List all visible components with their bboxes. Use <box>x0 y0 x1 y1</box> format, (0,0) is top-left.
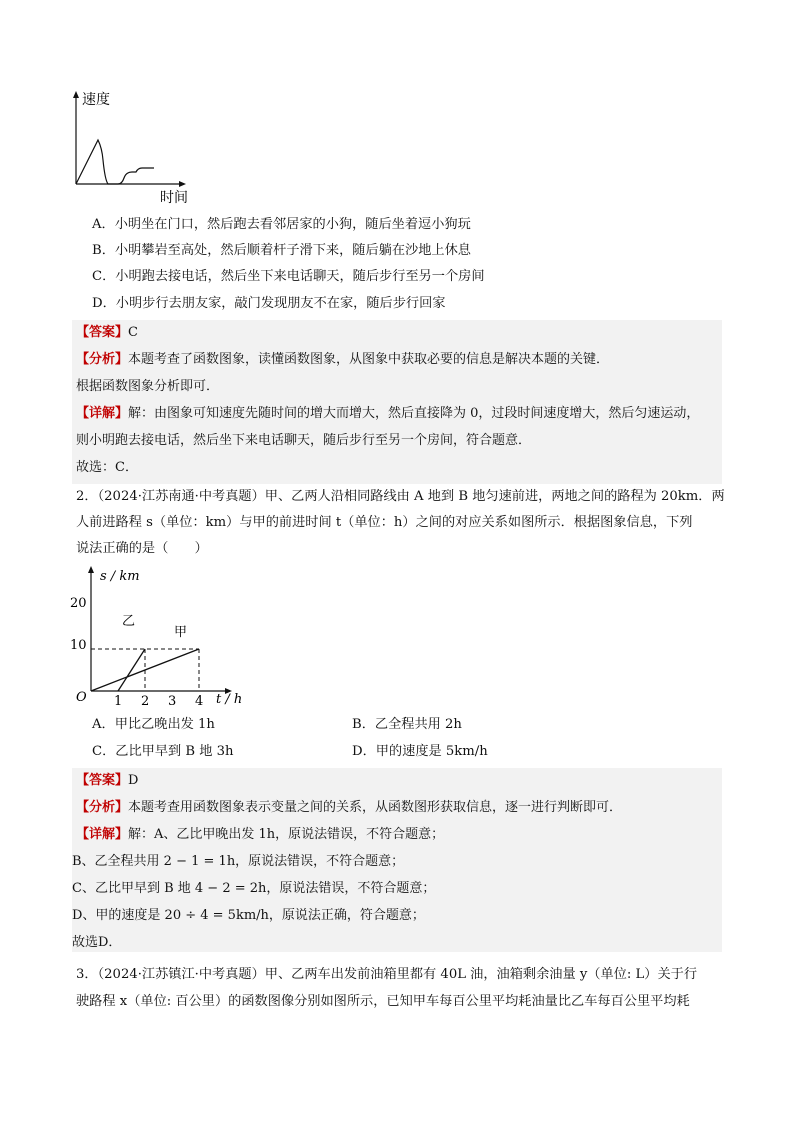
q2-y-arrow <box>88 566 94 573</box>
q2-analysis-text: 本题考查用函数图象表示变量之间的关系，从函数图形获取信息，逐一进行判断即可． <box>128 800 623 815</box>
q1-analysis-line-2: 根据函数图象分析即可． <box>76 379 220 394</box>
q1-speed-curve <box>76 140 154 184</box>
q2-stem-3: 说法正确的是（ ） <box>76 541 208 556</box>
q1-detail-tag: 【详解】 <box>76 406 129 421</box>
q2-xtick-3: 3 <box>168 694 177 709</box>
q1-option-c: C．小明跑去接电话，然后坐下来电话聊天，随后步行至另一个房间 <box>92 269 485 284</box>
q1-analysis-text: 本题考查了函数图象，读懂函数图象，从图象中获取必要的信息是解决本题的关键． <box>128 352 610 367</box>
q2-xlabel: t / h <box>216 692 243 707</box>
q2-stem-1: 2．（2024·江苏南通·中考真题）甲、乙两人沿相同路线由 A 地到 B 地匀速前进，两地之间的路程为 20km．两 <box>76 489 725 504</box>
q2-ylabel: s / km <box>100 569 140 584</box>
q1-detail-line-2: 则小明跑去接电话，然后坐下来电话聊天，随后步行至另一个房间，符合题意． <box>76 433 532 448</box>
q2-chart <box>70 562 260 712</box>
q2-stem-2: 人前进路程 s（单位：km）与甲的前进时间 t（单位：h）之间的对应关系如图所示．根据图象信息，下列 <box>76 515 693 530</box>
q2-xtick-1: 1 <box>114 694 123 709</box>
q1-answer-value: C <box>128 325 138 340</box>
q1-option-a: A．小明坐在门口，然后跑去看邻居家的小狗，随后坐着逗小狗玩 <box>92 217 471 232</box>
q1-xlabel: 时间 <box>160 190 188 206</box>
q2-answer-tag: 【答案】 <box>76 773 129 788</box>
q1-detail-line <box>76 405 699 423</box>
q1-choose-line: 故选：C． <box>76 460 138 475</box>
q2-series-yi-line <box>118 649 145 691</box>
q2-option-a: A．甲比乙晚出发 1h <box>92 717 215 732</box>
q3-stem-1: 3．（2024·江苏镇江·中考真题）甲、乙两车出发前油箱里都有 40L 油，油箱剩余油量 y（单位: L）关于行 <box>76 967 698 982</box>
q2-detail-text: 解：A、乙比甲晚出发 1h，原说法错误，不符合题意； <box>128 827 445 842</box>
q2-detail-line-d: D、甲的速度是 20 ÷ 4 = 5km/h，原说法正确，符合题意； <box>72 908 425 923</box>
q3-stem-2: 驶路程 x（单位: 百公里）的函数图像分别如图所示，已知甲车每百公里平均耗油量比乙车每百公里平均耗 <box>76 994 690 1009</box>
q2-xtick-4: 4 <box>195 694 204 709</box>
q2-analysis-tag: 【分析】 <box>76 800 129 815</box>
q1-detail-text: 解：由图象可知速度先随时间的增大而增大，然后直接降为 0，过段时间速度增大，然后匀速运动， <box>128 406 700 421</box>
q1-answer-line <box>76 324 138 342</box>
q2-answer-line <box>76 772 138 790</box>
q2-option-d: D．甲的速度是 5km/h <box>352 744 488 759</box>
q2-ytick-10: 10 <box>70 638 87 653</box>
q1-answer-tag: 【答案】 <box>76 325 129 340</box>
q2-xtick-2: 2 <box>141 694 150 709</box>
q2-answer-value: D <box>128 773 139 788</box>
q2-detail-line-c: C、乙比甲早到 B 地 4 − 2 = 2h，原说法错误，不符合题意； <box>72 881 436 896</box>
q1-option-d: D．小明步行去朋友家，敲门发现朋友不在家，随后步行回家 <box>92 296 446 311</box>
q1-analysis-line <box>76 351 609 369</box>
q1-analysis-tag: 【分析】 <box>76 352 129 367</box>
q2-label-yi: 乙 <box>122 614 136 629</box>
q2-option-c: C．乙比甲早到 B 地 3h <box>92 744 234 759</box>
q1-chart <box>62 88 202 208</box>
q2-label-jia: 甲 <box>174 625 188 640</box>
q2-origin-label: O <box>76 690 87 705</box>
q2-analysis-line <box>76 799 622 817</box>
q2-option-b: B．乙全程共用 2h <box>352 717 462 732</box>
q1-x-arrow <box>179 181 186 187</box>
q1-answer-box <box>72 320 722 484</box>
q2-ytick-20: 20 <box>70 596 87 611</box>
q1-ylabel: 速度 <box>82 92 110 108</box>
q2-detail-line-b: B、乙全程共用 2 − 1 = 1h，原说法错误，不符合题意； <box>72 854 405 869</box>
q2-choose-line: 故选D． <box>72 935 122 950</box>
q1-y-arrow <box>73 91 79 98</box>
q2-detail-tag: 【详解】 <box>76 827 129 842</box>
q2-detail-line <box>76 826 444 844</box>
q1-option-b: B．小明攀岩至高处，然后顺着杆子滑下来，随后躺在沙地上休息 <box>92 243 471 258</box>
